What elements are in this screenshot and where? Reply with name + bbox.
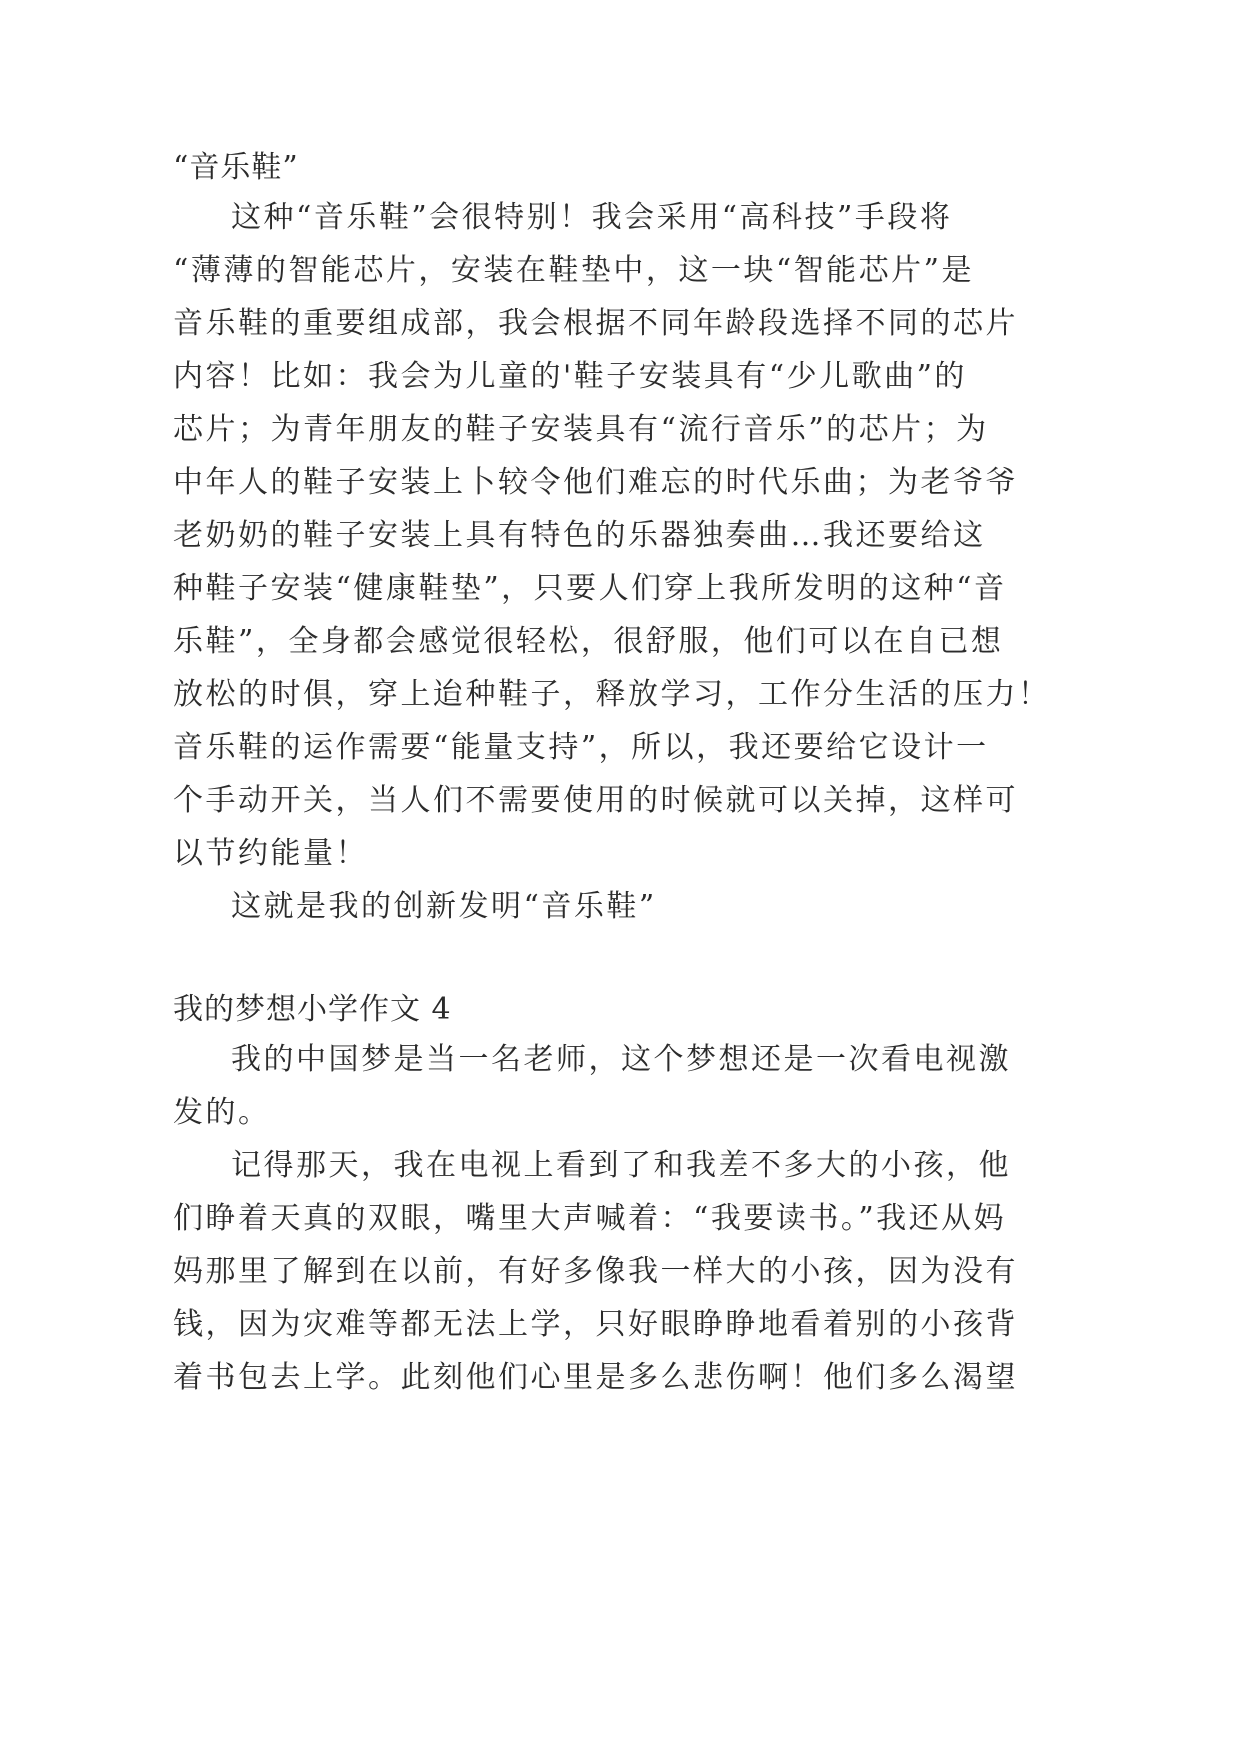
section-heading-my-dream: 我的梦想小学作文 4 bbox=[173, 992, 452, 1027]
paragraph-line: 记得那天，我在电视上看到了和我差不多大的小孩，他 bbox=[231, 1148, 1011, 1183]
paragraph-line: 芯片；为青年朋友的鞋子安装具有“流行音乐”的芯片；为 bbox=[173, 412, 989, 447]
paragraph-line: 音乐鞋的重要组成部，我会根据不同年龄段选择不同的芯片 bbox=[173, 306, 1018, 341]
paragraph-line: “薄薄的智能芯片，安装在鞋垫中，这一块“智能芯片”是 bbox=[173, 253, 975, 288]
paragraph-line: 内容！比如：我会为儿童的'鞋子安装具有“少儿歌曲”的 bbox=[173, 359, 967, 394]
paragraph-line: 我的中国梦是当一名老师，这个梦想还是一次看电视激 bbox=[231, 1042, 1011, 1077]
paragraph-line: 中年人的鞋子安装上卜较令他们难忘的时代乐曲；为老爷爷 bbox=[173, 465, 1018, 500]
paragraph-line: 们睁着天真的双眼，嘴里大声喊着：“我要读书。”我还从妈 bbox=[173, 1201, 1007, 1236]
paragraph-line: 种鞋子安装“健康鞋垫”，只要人们穿上我所发明的这种“音 bbox=[173, 571, 1007, 606]
section-heading-music-shoes: “音乐鞋” bbox=[173, 150, 299, 185]
paragraph-line: 钱，因为灾难等都无法上学，只好眼睁睁地看着别的小孩背 bbox=[173, 1307, 1018, 1342]
paragraph-line: 妈那里了解到在以前，有好多像我一样大的小孩，因为没有 bbox=[173, 1254, 1018, 1289]
paragraph-line: 个手动开关，当人们不需要使用的时候就可以关掉，这样可 bbox=[173, 783, 1018, 818]
paragraph-line: 放松的时俱，穿上迨种鞋子，释放学习，工作分生活的压力！ bbox=[173, 677, 1051, 712]
paragraph-line: 发的。 bbox=[173, 1095, 271, 1130]
paragraph-line: 音乐鞋的运作需要“能量支持”，所以，我还要给它设计一 bbox=[173, 730, 989, 765]
paragraph-line: 乐鞋”，全身都会感觉很轻松，很舒服，他们可以在自已想 bbox=[173, 624, 1004, 659]
paragraph-line: 老奶奶的鞋子安装上具有特色的乐器独奏曲…我还要给这 bbox=[173, 518, 986, 553]
paragraph-line: 着书包去上学。此刻他们心里是多么悲伤啊！他们多么渴望 bbox=[173, 1360, 1018, 1395]
paragraph-line: 以节约能量！ bbox=[173, 836, 368, 871]
paragraph-line: 这种“音乐鞋”会很特别！我会采用“高科技”手段将 bbox=[231, 200, 953, 235]
paragraph-line: 这就是我的创新发明“音乐鞋” bbox=[231, 889, 657, 924]
